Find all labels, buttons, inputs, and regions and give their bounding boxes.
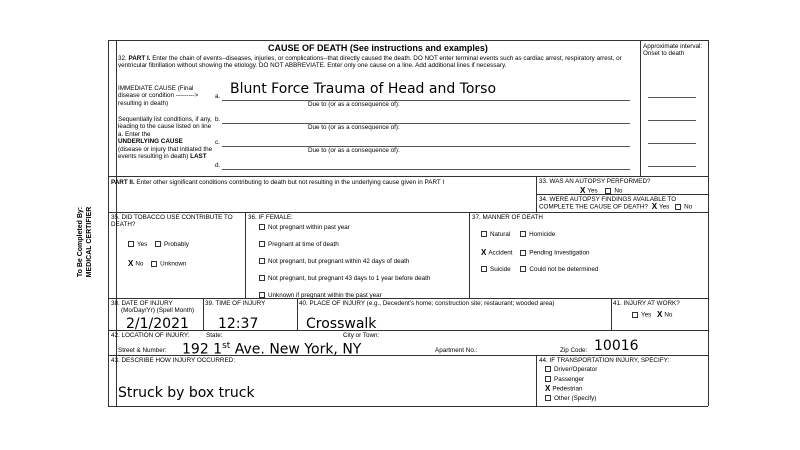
line-a	[222, 100, 630, 101]
line-b	[222, 123, 630, 124]
checkbox-icon[interactable]	[155, 241, 161, 247]
checkbox-icon[interactable]	[545, 366, 551, 372]
time-of-injury-value: 12:37	[218, 316, 259, 332]
female-option-3: Not pregnant, but pregnant within 42 days of death	[259, 258, 409, 265]
checkbox-icon[interactable]	[632, 312, 638, 318]
cause-of-death-title: CAUSE OF DEATH (See instructions and examples)	[268, 43, 488, 53]
manner-row2: X Accident Pending Investigation	[481, 248, 590, 257]
line-letter-d: d.	[215, 162, 221, 169]
transport-option-4: Other (Specify)	[545, 395, 596, 402]
zip-value: 10016	[594, 338, 639, 354]
checkbox-icon[interactable]	[151, 261, 157, 267]
tobacco-options-row1: Yes Probably	[128, 241, 189, 248]
apartment-label: Apartment No.:	[435, 347, 478, 354]
tobacco-question: 35. DID TOBACCO USE CONTRIBUTE TO DEATH?	[111, 214, 233, 229]
line-letter-c: c.	[215, 139, 220, 146]
manner-question: 37. MANNER OF DEATH	[472, 214, 543, 221]
transport-option-3: X Pedestrian	[545, 384, 583, 393]
side-label: To Be Completed By: MEDICAL CERTIFIER	[77, 206, 93, 278]
checkbox-icon[interactable]	[481, 231, 487, 237]
checked-mark-icon: X	[481, 248, 487, 257]
place-of-injury-value: Crosswalk	[306, 316, 377, 332]
checkbox-icon[interactable]	[259, 241, 265, 247]
interval-line-a	[648, 97, 696, 98]
transport-label: 44. IF TRANSPORTATION INJURY, SPECIFY:	[539, 357, 670, 364]
line-c	[222, 146, 630, 147]
checkbox-icon[interactable]	[520, 250, 526, 256]
date-of-injury-value: 2/1/2021	[126, 316, 189, 332]
checked-mark-icon: X	[651, 202, 658, 212]
immediate-cause-label: IMMEDIATE CAUSE (Final disease or condition ---------> resulting in death)	[118, 85, 199, 107]
checkbox-icon[interactable]	[675, 204, 681, 210]
place-of-injury-label: 40. PLACE OF INJURY (e.g., Decedent’s home; construction site; restaurant; wooded area)	[299, 300, 555, 307]
tobacco-options-row2: X No Unknown	[128, 259, 187, 268]
checkbox-icon[interactable]	[481, 266, 487, 272]
location-label: 42. LOCATION OF INJURY:	[111, 332, 190, 339]
checkbox-icon[interactable]	[259, 258, 265, 264]
how-injury-value: Struck by box truck	[118, 385, 255, 401]
interval-line-c	[648, 143, 696, 144]
line-letter-b: b.	[215, 116, 221, 123]
injury-at-work-options: Yes X No	[632, 311, 672, 319]
female-option-1: Not pregnant within past year	[259, 224, 350, 231]
street-label: Street & Number:	[118, 347, 167, 354]
checkbox-icon[interactable]	[605, 188, 611, 194]
checkbox-icon[interactable]	[259, 275, 265, 281]
checkbox-icon[interactable]	[128, 241, 134, 247]
checkbox-icon[interactable]	[545, 376, 551, 382]
time-of-injury-label: 39. TIME OF INJURY	[205, 300, 266, 307]
checked-mark-icon: X	[545, 384, 551, 393]
interval-header: Approximate interval: Onset to death	[643, 43, 703, 58]
checkbox-icon[interactable]	[259, 224, 265, 230]
interval-line-b	[648, 120, 696, 121]
date-of-injury-label: 38. DATE OF INJURY (Mo/Day/Yr) (Spell Month)	[111, 300, 195, 315]
transport-option-2: Passenger	[545, 376, 584, 383]
how-injury-label: 43. DESCRIBE HOW INJURY OCCURRED:	[111, 357, 235, 364]
manner-row3: Suicide Could not be determined	[481, 266, 598, 273]
zip-label: Zip Code:	[560, 347, 588, 354]
transport-option-1: Driver/Operator	[545, 366, 597, 373]
checkbox-icon[interactable]	[545, 395, 551, 401]
part1-instructions: 32. PART I. Enter the chain of events--diseases, injuries, or complications--that directly caused the death. DO NOT enter terminal events such as cardiac arrest, respiratory arrest, or ventricular fibrillation without showing the etiology. DO NOT ABBREVIATE. Enter only one cause on a line. Add additional lines if necessary.	[118, 55, 622, 70]
manner-row1: Natural Homicide	[481, 231, 555, 238]
sequential-label: Sequentially list conditions, if any, leading to the cause listed on line a. Enter the UNDERLYING CAUSE (disease or injury that initiated the events resulting in death) LAST	[118, 116, 213, 161]
city-label: City or Town:	[343, 332, 380, 339]
injury-at-work-label: 41. INJURY AT WORK?	[613, 300, 680, 307]
due-to-a: Due to (or as a consequence of):	[308, 101, 400, 108]
female-question: 36. IF FEMALE:	[248, 214, 293, 221]
checkbox-icon[interactable]	[520, 231, 526, 237]
checked-mark-icon: X	[657, 310, 663, 319]
checked-mark-icon: X	[580, 186, 586, 195]
due-to-b: Due to (or as a consequence of):	[308, 124, 400, 131]
due-to-c: Due to (or as a consequence of):	[308, 147, 400, 154]
state-label: State:	[206, 332, 223, 339]
street-value: 192 1st Ave. New York, NY	[182, 341, 362, 358]
female-option-5: Unknown if pregnant within the past year	[259, 292, 382, 299]
female-option-4: Not pregnant, but pregnant 43 days to 1 year before death	[259, 275, 430, 282]
autopsy-findings-question: 34. WERE AUTOPSY FINDINGS AVAILABLE TO COMPLETE THE CAUSE OF DEATH? X Yes No	[539, 196, 693, 212]
immediate-cause-value: Blunt Force Trauma of Head and Torso	[230, 81, 497, 97]
checkbox-icon[interactable]	[259, 292, 265, 298]
line-letter-a: a.	[215, 93, 221, 100]
line-d	[222, 169, 630, 170]
autopsy-question: 33. WAS AN AUTOPSY PERFORMED?	[539, 178, 651, 185]
autopsy-answer: X Yes No	[580, 186, 623, 195]
female-option-2: Pregnant at time of death	[259, 241, 339, 248]
checkbox-icon[interactable]	[520, 266, 526, 272]
part2-instructions: PART II. Enter other significant conditions contributing to death but not resulting in the underlying cause given in PART I	[111, 179, 445, 186]
checked-mark-icon: X	[128, 259, 134, 268]
interval-line-d	[648, 166, 696, 167]
